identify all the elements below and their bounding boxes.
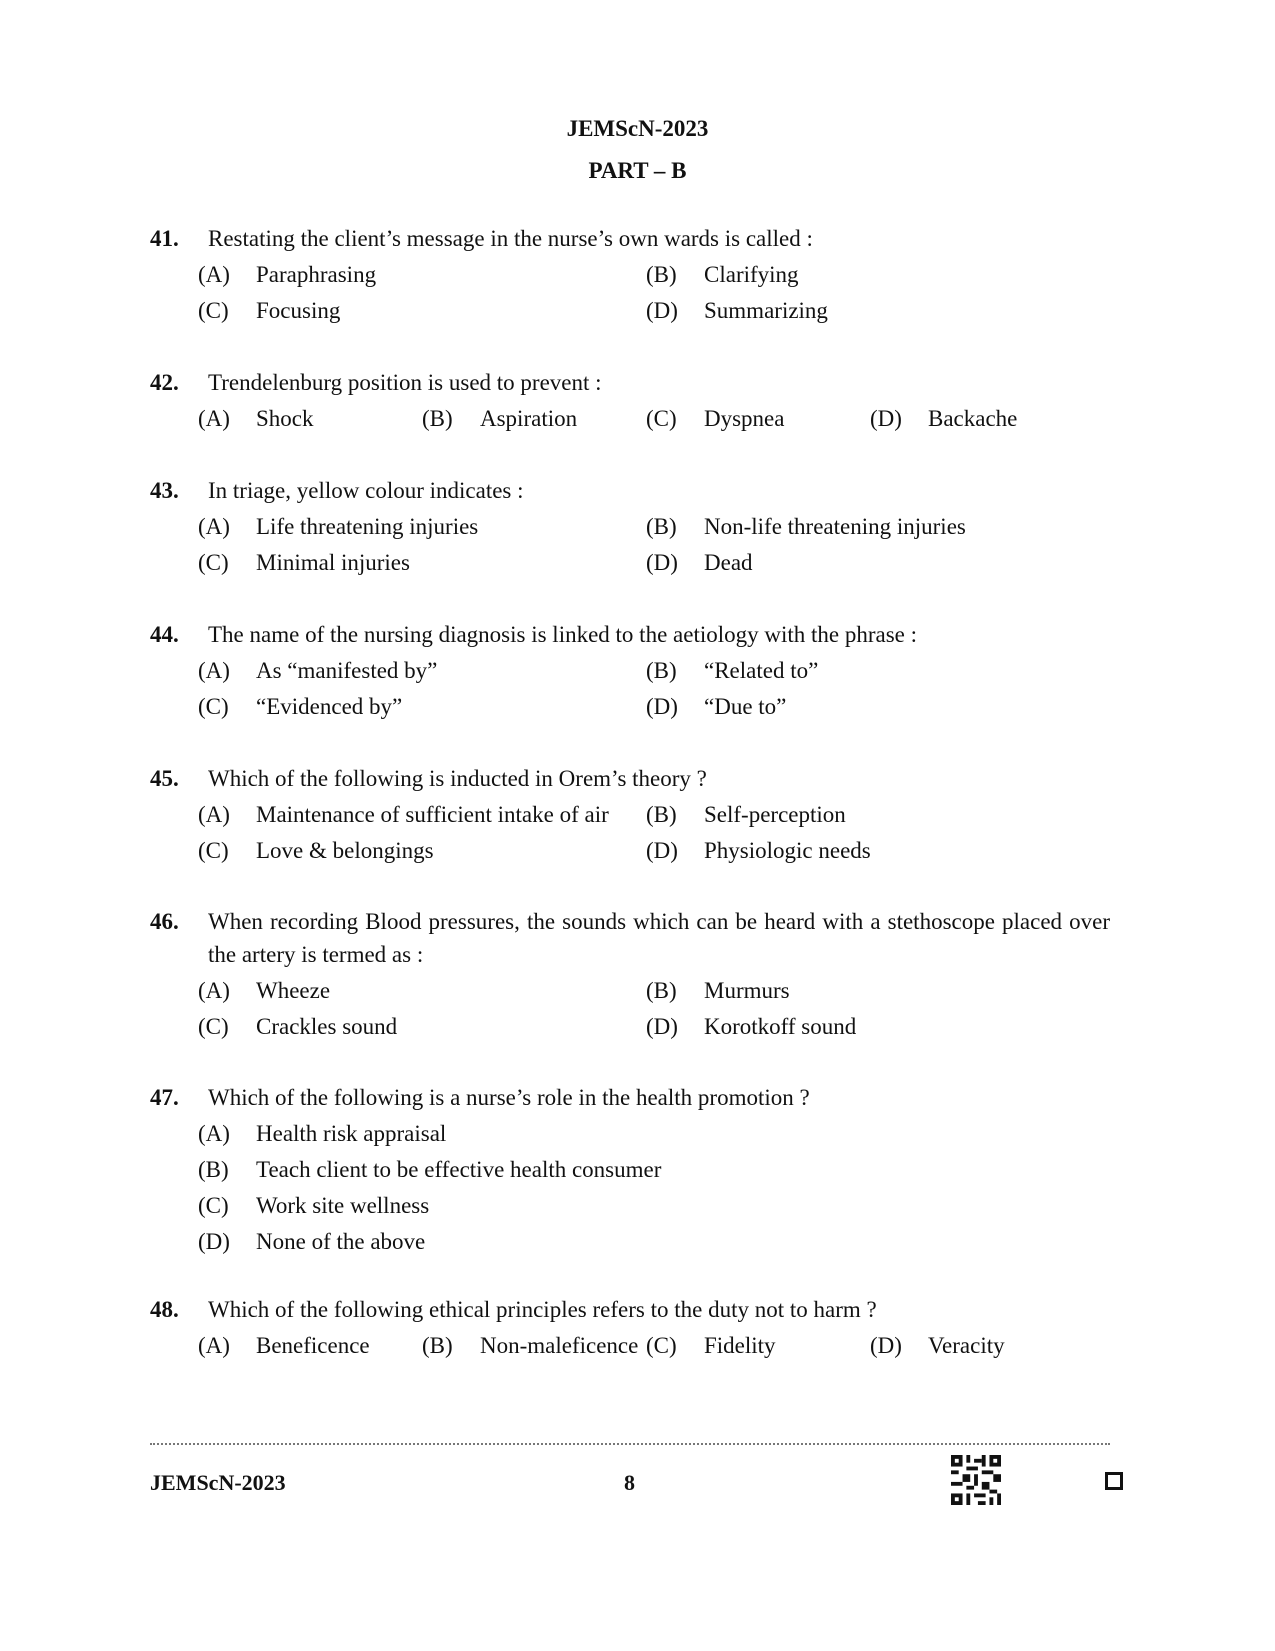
option-c	[198, 834, 434, 867]
option-text: Fidelity	[704, 1333, 776, 1358]
option-label: (C)	[198, 298, 229, 323]
qr-code-icon	[950, 1455, 1002, 1505]
option-label: (D)	[646, 1014, 678, 1039]
option-a	[198, 974, 330, 1007]
option-d	[646, 294, 828, 327]
option-text: Wheeze	[256, 978, 331, 1003]
option-c	[646, 402, 784, 435]
option-label: (C)	[198, 1193, 229, 1218]
option-text: Non-maleficence	[480, 1333, 639, 1358]
option-text: Non-life threatening injuries	[704, 514, 966, 539]
option-text: Backache	[928, 406, 1018, 431]
question-45	[150, 762, 1110, 870]
option-label: (D)	[646, 694, 678, 719]
option-text: Minimal injuries	[256, 550, 410, 575]
option-text: Maintenance of sufficient intake of air	[256, 802, 609, 827]
option-label: (D)	[646, 550, 678, 575]
option-d	[646, 834, 871, 867]
question-number: 47.	[150, 1085, 179, 1110]
question-text: Which of the following is inducted in Orem’s theory ?	[208, 766, 707, 791]
exam-code-header: JEMScN-2023	[566, 116, 709, 141]
option-text: Clarifying	[704, 262, 799, 287]
option-a	[198, 1117, 446, 1150]
option-text: Korotkoff sound	[704, 1014, 857, 1039]
option-text: Life threatening injuries	[256, 514, 479, 539]
option-label: (B)	[198, 1157, 229, 1182]
option-c	[646, 1329, 776, 1362]
question-number: 45.	[150, 766, 179, 791]
option-label: (A)	[198, 658, 230, 683]
option-label: (A)	[198, 1333, 230, 1358]
question-number: 41.	[150, 226, 179, 251]
question-text: Which of the following ethical principles refers to the duty not to harm ?	[208, 1297, 877, 1322]
option-text: Dyspnea	[704, 406, 785, 431]
question-text: In triage, yellow colour indicates :	[208, 478, 524, 503]
option-b	[646, 510, 966, 543]
option-text: Veracity	[928, 1333, 1005, 1358]
option-label: (C)	[646, 1333, 677, 1358]
option-label: (B)	[646, 802, 677, 827]
question-number: 46.	[150, 909, 179, 934]
option-label: (C)	[198, 694, 229, 719]
question-46	[150, 905, 1110, 1046]
option-text: None of the above	[256, 1229, 426, 1254]
option-a	[198, 798, 609, 831]
option-label: (A)	[198, 262, 230, 287]
option-c	[198, 690, 402, 723]
option-b	[646, 974, 790, 1007]
option-text: Paraphrasing	[256, 262, 377, 287]
confidential-strip	[150, 1443, 1110, 1449]
question-48	[150, 1293, 1110, 1365]
option-b	[198, 1153, 661, 1186]
option-label: (B)	[646, 658, 677, 683]
option-text: “Related to”	[704, 658, 819, 683]
corner-square-mark	[1105, 1472, 1123, 1490]
option-text: Shock	[256, 406, 314, 431]
option-label: (B)	[422, 1333, 453, 1358]
option-c	[198, 1010, 397, 1043]
option-label: (A)	[198, 406, 230, 431]
option-a	[198, 654, 437, 687]
option-label: (C)	[198, 838, 229, 863]
option-text: Love & belongings	[256, 838, 434, 863]
part-title: PART – B	[588, 158, 687, 183]
option-a	[198, 1329, 370, 1362]
option-label: (C)	[646, 406, 677, 431]
option-label: (C)	[198, 1014, 229, 1039]
option-label: (D)	[646, 838, 678, 863]
option-label: (A)	[198, 802, 230, 827]
option-text: Crackles sound	[256, 1014, 398, 1039]
footer-exam-code: JEMScN-2023	[150, 1470, 286, 1495]
option-b	[646, 654, 818, 687]
option-text: Work site wellness	[256, 1193, 430, 1218]
option-text: Murmurs	[704, 978, 790, 1003]
option-text: Focusing	[256, 298, 341, 323]
question-text: Trendelenburg position is used to prevent :	[208, 370, 602, 395]
question-number: 43.	[150, 478, 179, 503]
question-text: Which of the following is a nurse’s role in the health promotion ?	[208, 1085, 810, 1110]
option-label: (D)	[870, 406, 902, 431]
option-text: Summarizing	[704, 298, 828, 323]
option-a	[198, 510, 478, 543]
option-text: Beneficence	[256, 1333, 370, 1358]
option-c	[198, 546, 410, 579]
option-label: (D)	[870, 1333, 902, 1358]
option-text: Health risk appraisal	[256, 1121, 447, 1146]
option-d	[646, 546, 753, 579]
option-label: (D)	[198, 1229, 230, 1254]
option-label: (B)	[646, 262, 677, 287]
option-label: (D)	[646, 298, 678, 323]
option-text: Aspiration	[480, 406, 578, 431]
option-b	[646, 258, 799, 291]
option-d	[870, 1329, 1005, 1362]
option-d	[646, 1010, 856, 1043]
option-b	[422, 402, 577, 435]
question-number: 48.	[150, 1297, 179, 1322]
question-42	[150, 366, 1110, 438]
question-43	[150, 474, 1110, 582]
option-text: Physiologic needs	[704, 838, 871, 863]
option-text: Self-perception	[704, 802, 846, 827]
option-d	[646, 690, 786, 723]
option-b	[422, 1329, 638, 1362]
option-text: “Evidenced by”	[256, 694, 403, 719]
option-text: Teach client to be effective health consumer	[256, 1157, 662, 1182]
page-number: 8	[624, 1470, 635, 1495]
option-c	[198, 1189, 429, 1222]
option-d	[198, 1225, 425, 1258]
option-label: (B)	[646, 514, 677, 539]
question-text: The name of the nursing diagnosis is linked to the aetiology with the phrase :	[208, 622, 918, 647]
question-41	[150, 222, 1110, 330]
option-label: (B)	[422, 406, 453, 431]
option-text: As “manifested by”	[256, 658, 438, 683]
option-a	[198, 402, 314, 435]
option-label: (A)	[198, 978, 230, 1003]
question-text: Restating the client’s message in the nurse’s own wards is called :	[208, 226, 813, 251]
question-44	[150, 618, 1110, 726]
question-47	[150, 1081, 1110, 1261]
question-text: When recording Blood pressures, the sounds which can be heard with a stethoscope placed over the artery is termed as :	[208, 909, 1110, 967]
option-c	[198, 294, 340, 327]
option-label: (C)	[198, 550, 229, 575]
option-label: (A)	[198, 1121, 230, 1146]
option-label: (B)	[646, 978, 677, 1003]
question-number: 42.	[150, 370, 179, 395]
option-a	[198, 258, 376, 291]
option-text: “Due to”	[704, 694, 787, 719]
question-number: 44.	[150, 622, 179, 647]
option-label: (A)	[198, 514, 230, 539]
option-b	[646, 798, 846, 831]
option-d	[870, 402, 1017, 435]
option-text: Dead	[704, 550, 753, 575]
